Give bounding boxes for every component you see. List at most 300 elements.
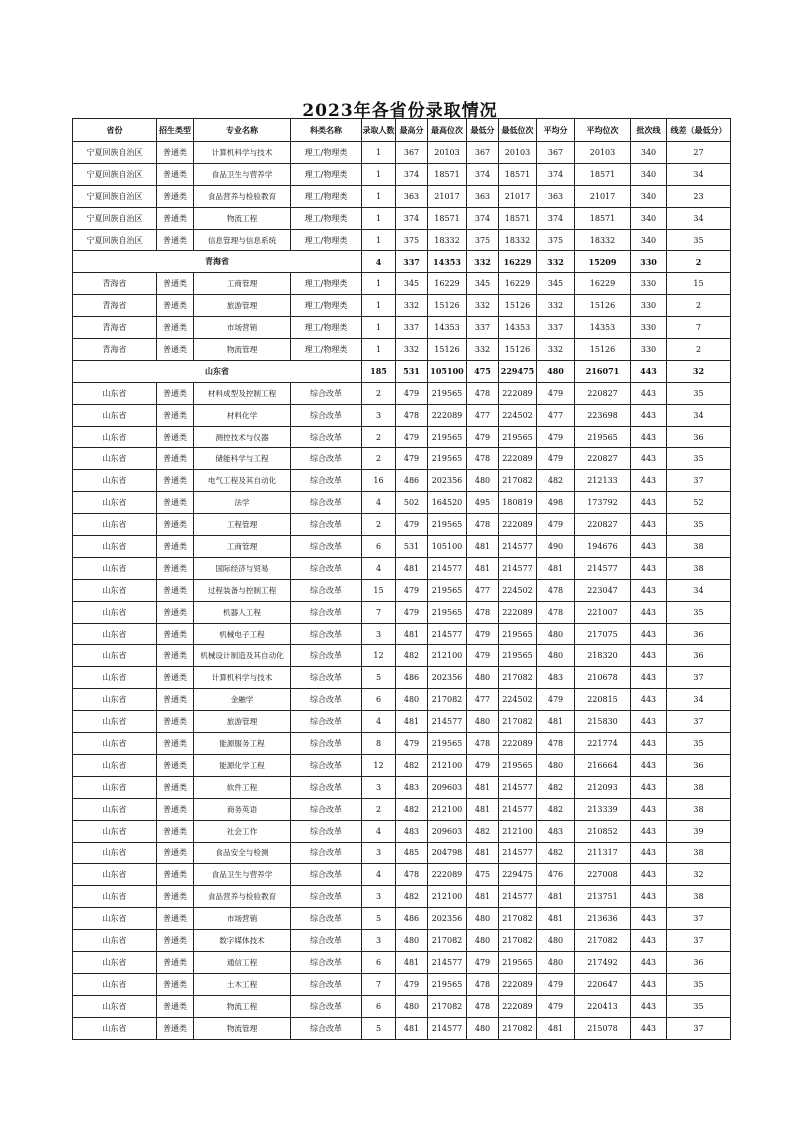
table-cell: 普通类	[157, 601, 194, 623]
summary-cell: 105100	[428, 360, 467, 382]
table-cell: 337	[537, 317, 575, 339]
table-cell: 443	[631, 820, 667, 842]
table-cell: 综合改革	[291, 426, 362, 448]
table-cell: 482	[537, 776, 575, 798]
table-cell: 219565	[499, 623, 537, 645]
table-cell: 软件工程	[194, 776, 291, 798]
table-cell: 3	[362, 623, 396, 645]
table-cell: 理工/物理类	[291, 339, 362, 361]
table-cell: 332	[537, 295, 575, 317]
table-cell: 综合改革	[291, 601, 362, 623]
table-cell: 340	[631, 185, 667, 207]
table-cell: 202356	[428, 908, 467, 930]
table-cell: 214577	[428, 951, 467, 973]
table-cell: 35	[667, 514, 731, 536]
table-cell: 480	[537, 623, 575, 645]
table-cell: 山东省	[73, 733, 157, 755]
table-cell: 443	[631, 842, 667, 864]
table-cell: 普通类	[157, 842, 194, 864]
table-cell: 土木工程	[194, 973, 291, 995]
table-cell: 213751	[575, 886, 631, 908]
table-cell: 信息管理与信息系统	[194, 229, 291, 251]
table-cell: 宁夏回族自治区	[73, 185, 157, 207]
summary-cell: 337	[396, 251, 428, 273]
table-cell: 194676	[575, 536, 631, 558]
table-cell: 35	[667, 229, 731, 251]
table-cell: 332	[396, 295, 428, 317]
table-cell: 普通类	[157, 864, 194, 886]
header-cell: 最高位次	[428, 119, 467, 142]
header-cell: 平均分	[537, 119, 575, 142]
table-cell: 普通类	[157, 973, 194, 995]
table-cell: 479	[467, 951, 499, 973]
table-cell: 486	[396, 667, 428, 689]
table-row	[73, 404, 731, 426]
table-cell: 山东省	[73, 579, 157, 601]
table-cell: 18571	[499, 163, 537, 185]
table-cell: 220827	[575, 382, 631, 404]
table-cell: 332	[537, 339, 575, 361]
table-cell: 220815	[575, 689, 631, 711]
table-row	[73, 733, 731, 755]
table-cell: 35	[667, 448, 731, 470]
table-cell: 481	[467, 776, 499, 798]
table-cell: 15	[667, 273, 731, 295]
table-cell: 214577	[499, 842, 537, 864]
table-cell: 486	[396, 470, 428, 492]
table-cell: 482	[467, 820, 499, 842]
table-cell: 综合改革	[291, 776, 362, 798]
table-cell: 227008	[575, 864, 631, 886]
table-cell: 测控技术与仪器	[194, 426, 291, 448]
table-row	[73, 1017, 731, 1039]
table-cell: 综合改革	[291, 951, 362, 973]
table-cell: 普通类	[157, 470, 194, 492]
table-row	[73, 689, 731, 711]
table-cell: 理工/物理类	[291, 273, 362, 295]
table-cell: 3	[362, 404, 396, 426]
table-cell: 220827	[575, 514, 631, 536]
table-cell: 通信工程	[194, 951, 291, 973]
table-cell: 481	[396, 951, 428, 973]
table-cell: 215078	[575, 1017, 631, 1039]
page-title: 2023年各省份录取情况	[302, 101, 498, 121]
table-row	[73, 317, 731, 339]
table-cell: 219565	[499, 426, 537, 448]
table-cell: 481	[396, 1017, 428, 1039]
table-cell: 21017	[428, 185, 467, 207]
table-cell: 443	[631, 754, 667, 776]
table-cell: 443	[631, 645, 667, 667]
table-cell: 3	[362, 842, 396, 864]
table-cell: 35	[667, 973, 731, 995]
table-cell: 旅游管理	[194, 295, 291, 317]
table-cell: 综合改革	[291, 995, 362, 1017]
table-cell: 217082	[499, 1017, 537, 1039]
table-cell: 山东省	[73, 711, 157, 733]
table-cell: 8	[362, 733, 396, 755]
table-cell: 山东省	[73, 930, 157, 952]
table-cell: 7	[362, 973, 396, 995]
table-cell: 4	[362, 711, 396, 733]
table-cell: 480	[467, 470, 499, 492]
table-cell: 综合改革	[291, 536, 362, 558]
summary-cell: 185	[362, 360, 396, 382]
table-cell: 综合改革	[291, 689, 362, 711]
table-cell: 1	[362, 185, 396, 207]
table-cell: 宁夏回族自治区	[73, 207, 157, 229]
table-cell: 4	[362, 820, 396, 842]
table-cell: 普通类	[157, 886, 194, 908]
table-cell: 363	[467, 185, 499, 207]
table-cell: 212100	[428, 645, 467, 667]
table-cell: 374	[396, 163, 428, 185]
table-cell: 普通类	[157, 820, 194, 842]
table-cell: 477	[467, 689, 499, 711]
table-cell: 483	[537, 820, 575, 842]
table-cell: 32	[667, 864, 731, 886]
table-cell: 1	[362, 163, 396, 185]
table-cell: 综合改革	[291, 448, 362, 470]
table-cell: 477	[537, 404, 575, 426]
table-row	[73, 711, 731, 733]
table-cell: 食品营养与检验教育	[194, 185, 291, 207]
table-cell: 宁夏回族自治区	[73, 163, 157, 185]
table-cell: 普通类	[157, 579, 194, 601]
table-cell: 36	[667, 951, 731, 973]
table-cell: 综合改革	[291, 820, 362, 842]
table-cell: 332	[467, 295, 499, 317]
table-cell: 理工/物理类	[291, 142, 362, 164]
table-cell: 食品营养与检验教育	[194, 886, 291, 908]
table-cell: 材料成型及控制工程	[194, 382, 291, 404]
table-cell: 综合改革	[291, 886, 362, 908]
table-cell: 214577	[499, 557, 537, 579]
table-row	[73, 382, 731, 404]
table-cell: 479	[537, 448, 575, 470]
table-cell: 212100	[428, 886, 467, 908]
table-cell: 1	[362, 295, 396, 317]
table-cell: 普通类	[157, 426, 194, 448]
table-cell: 山东省	[73, 514, 157, 536]
table-cell: 502	[396, 492, 428, 514]
table-cell: 222089	[499, 973, 537, 995]
table-cell: 443	[631, 711, 667, 733]
table-cell: 山东省	[73, 864, 157, 886]
province-summary-row	[73, 251, 731, 273]
table-cell: 443	[631, 798, 667, 820]
table-cell: 普通类	[157, 711, 194, 733]
table-cell: 35	[667, 382, 731, 404]
table-cell: 5	[362, 1017, 396, 1039]
table-cell: 478	[467, 733, 499, 755]
table-cell: 481	[396, 711, 428, 733]
table-cell: 山东省	[73, 689, 157, 711]
table-cell: 普通类	[157, 185, 194, 207]
table-cell: 37	[667, 908, 731, 930]
table-cell: 202356	[428, 667, 467, 689]
table-cell: 443	[631, 448, 667, 470]
table-cell: 214577	[428, 557, 467, 579]
table-row	[73, 842, 731, 864]
table-cell: 普通类	[157, 995, 194, 1017]
table-cell: 国际经济与贸易	[194, 557, 291, 579]
table-row	[73, 448, 731, 470]
table-cell: 479	[537, 973, 575, 995]
table-cell: 443	[631, 557, 667, 579]
table-cell: 3	[362, 776, 396, 798]
table-cell: 345	[467, 273, 499, 295]
table-cell: 495	[467, 492, 499, 514]
table-row	[73, 995, 731, 1017]
table-cell: 345	[537, 273, 575, 295]
table-cell: 217082	[499, 930, 537, 952]
table-cell: 6	[362, 536, 396, 558]
header-row	[73, 119, 731, 142]
table-cell: 330	[631, 339, 667, 361]
table-cell: 479	[467, 754, 499, 776]
table-cell: 山东省	[73, 557, 157, 579]
table-cell: 479	[467, 426, 499, 448]
table-cell: 1	[362, 207, 396, 229]
table-cell: 18571	[499, 207, 537, 229]
table-row	[73, 185, 731, 207]
summary-cell: 443	[631, 360, 667, 382]
table-cell: 数字媒体技术	[194, 930, 291, 952]
table-cell: 214577	[499, 886, 537, 908]
table-cell: 220647	[575, 973, 631, 995]
table-cell: 普通类	[157, 339, 194, 361]
table-cell: 普通类	[157, 798, 194, 820]
table-cell: 481	[537, 908, 575, 930]
table-cell: 214577	[499, 536, 537, 558]
table-cell: 480	[467, 1017, 499, 1039]
table-cell: 普通类	[157, 163, 194, 185]
table-cell: 综合改革	[291, 579, 362, 601]
table-cell: 480	[396, 930, 428, 952]
table-cell: 理工/物理类	[291, 207, 362, 229]
table-cell: 480	[396, 995, 428, 1017]
summary-cell: 32	[667, 360, 731, 382]
table-cell: 480	[467, 667, 499, 689]
table-cell: 38	[667, 798, 731, 820]
table-cell: 14353	[499, 317, 537, 339]
table-cell: 210852	[575, 820, 631, 842]
table-cell: 16229	[575, 273, 631, 295]
table-cell: 物流管理	[194, 339, 291, 361]
table-cell: 物流管理	[194, 1017, 291, 1039]
table-cell: 山东省	[73, 1017, 157, 1039]
table-cell: 479	[396, 601, 428, 623]
table-row	[73, 601, 731, 623]
summary-cell: 216071	[575, 360, 631, 382]
table-cell: 20103	[499, 142, 537, 164]
table-cell: 综合改革	[291, 470, 362, 492]
table-cell: 理工/物理类	[291, 295, 362, 317]
table-cell: 340	[631, 207, 667, 229]
table-cell: 山东省	[73, 448, 157, 470]
table-cell: 443	[631, 908, 667, 930]
table-cell: 212100	[428, 798, 467, 820]
table-cell: 社会工作	[194, 820, 291, 842]
table-cell: 宁夏回族自治区	[73, 142, 157, 164]
table-cell: 443	[631, 426, 667, 448]
table-cell: 479	[537, 995, 575, 1017]
table-cell: 52	[667, 492, 731, 514]
table-cell: 105100	[428, 536, 467, 558]
table-cell: 山东省	[73, 886, 157, 908]
table-cell: 212093	[575, 776, 631, 798]
table-cell: 18571	[428, 163, 467, 185]
table-cell: 210678	[575, 667, 631, 689]
table-cell: 483	[396, 776, 428, 798]
table-cell: 理工/物理类	[291, 317, 362, 339]
table-cell: 4	[362, 864, 396, 886]
table-cell: 20103	[428, 142, 467, 164]
table-cell: 20103	[575, 142, 631, 164]
table-cell: 能源服务工程	[194, 733, 291, 755]
table-cell: 224502	[499, 579, 537, 601]
table-cell: 机器人工程	[194, 601, 291, 623]
table-cell: 青海省	[73, 295, 157, 317]
table-cell: 山东省	[73, 404, 157, 426]
table-cell: 综合改革	[291, 1017, 362, 1039]
table-cell: 443	[631, 973, 667, 995]
table-cell: 35	[667, 733, 731, 755]
table-cell: 15126	[499, 295, 537, 317]
table-cell: 221774	[575, 733, 631, 755]
table-cell: 16229	[499, 273, 537, 295]
table-cell: 1	[362, 142, 396, 164]
table-cell: 180819	[499, 492, 537, 514]
table-cell: 481	[537, 1017, 575, 1039]
table-cell: 普通类	[157, 142, 194, 164]
table-cell: 37	[667, 667, 731, 689]
table-cell: 443	[631, 995, 667, 1017]
table-cell: 479	[537, 689, 575, 711]
table-cell: 市场营销	[194, 317, 291, 339]
summary-cell: 330	[631, 251, 667, 273]
table-cell: 479	[396, 382, 428, 404]
table-cell: 16	[362, 470, 396, 492]
table-cell: 219565	[428, 382, 467, 404]
table-cell: 18332	[575, 229, 631, 251]
table-cell: 能源化学工程	[194, 754, 291, 776]
header-cell: 平均位次	[575, 119, 631, 142]
table-cell: 219565	[575, 426, 631, 448]
table-cell: 14353	[575, 317, 631, 339]
table-cell: 340	[631, 229, 667, 251]
table-cell: 219565	[499, 754, 537, 776]
table-cell: 2	[362, 514, 396, 536]
table-row	[73, 229, 731, 251]
table-cell: 375	[537, 229, 575, 251]
table-cell: 477	[467, 579, 499, 601]
table-cell: 普通类	[157, 689, 194, 711]
table-cell: 工商管理	[194, 536, 291, 558]
table-cell: 综合改革	[291, 864, 362, 886]
table-cell: 337	[467, 317, 499, 339]
table-cell: 综合改革	[291, 930, 362, 952]
table-row	[73, 470, 731, 492]
table-cell: 4	[362, 557, 396, 579]
table-cell: 综合改革	[291, 798, 362, 820]
table-cell: 5	[362, 908, 396, 930]
table-cell: 330	[631, 317, 667, 339]
table-cell: 374	[396, 207, 428, 229]
table-cell: 36	[667, 623, 731, 645]
table-cell: 食品安全与检测	[194, 842, 291, 864]
table-cell: 209603	[428, 820, 467, 842]
table-cell: 479	[396, 514, 428, 536]
table-cell: 38	[667, 886, 731, 908]
table-cell: 345	[396, 273, 428, 295]
table-cell: 481	[467, 536, 499, 558]
table-cell: 6	[362, 995, 396, 1017]
table-cell: 209603	[428, 776, 467, 798]
table-cell: 普通类	[157, 229, 194, 251]
summary-cell: 480	[537, 360, 575, 382]
table-cell: 217082	[499, 908, 537, 930]
table-cell: 486	[396, 908, 428, 930]
table-cell: 综合改革	[291, 404, 362, 426]
table-cell: 478	[467, 448, 499, 470]
table-cell: 6	[362, 951, 396, 973]
table-cell: 213636	[575, 908, 631, 930]
table-cell: 475	[467, 864, 499, 886]
table-cell: 山东省	[73, 645, 157, 667]
table-cell: 38	[667, 536, 731, 558]
header-cell: 录取人数	[362, 119, 396, 142]
summary-cell: 332	[537, 251, 575, 273]
table-row	[73, 886, 731, 908]
table-cell: 363	[396, 185, 428, 207]
table-cell: 212100	[499, 820, 537, 842]
summary-cell: 14353	[428, 251, 467, 273]
table-cell: 221007	[575, 601, 631, 623]
table-cell: 214577	[428, 623, 467, 645]
table-cell: 374	[467, 163, 499, 185]
table-cell: 2	[667, 295, 731, 317]
table-cell: 204798	[428, 842, 467, 864]
table-row	[73, 864, 731, 886]
table-cell: 223698	[575, 404, 631, 426]
table-cell: 普通类	[157, 207, 194, 229]
table-cell: 220827	[575, 448, 631, 470]
table-cell: 222089	[428, 864, 467, 886]
table-cell: 478	[467, 514, 499, 536]
table-cell: 164520	[428, 492, 467, 514]
table-cell: 1	[362, 317, 396, 339]
table-cell: 普通类	[157, 382, 194, 404]
table-cell: 490	[537, 536, 575, 558]
table-cell: 214577	[499, 798, 537, 820]
admission-table	[72, 118, 731, 1040]
table-cell: 217082	[428, 689, 467, 711]
table-cell: 224502	[499, 404, 537, 426]
table-cell: 普通类	[157, 273, 194, 295]
table-cell: 443	[631, 470, 667, 492]
table-row	[73, 557, 731, 579]
table-row	[73, 908, 731, 930]
table-cell: 219565	[428, 601, 467, 623]
table-cell: 综合改革	[291, 623, 362, 645]
table-cell: 商务英语	[194, 798, 291, 820]
table-cell: 27	[667, 142, 731, 164]
table-cell: 214577	[575, 557, 631, 579]
table-cell: 39	[667, 820, 731, 842]
table-cell: 37	[667, 1017, 731, 1039]
